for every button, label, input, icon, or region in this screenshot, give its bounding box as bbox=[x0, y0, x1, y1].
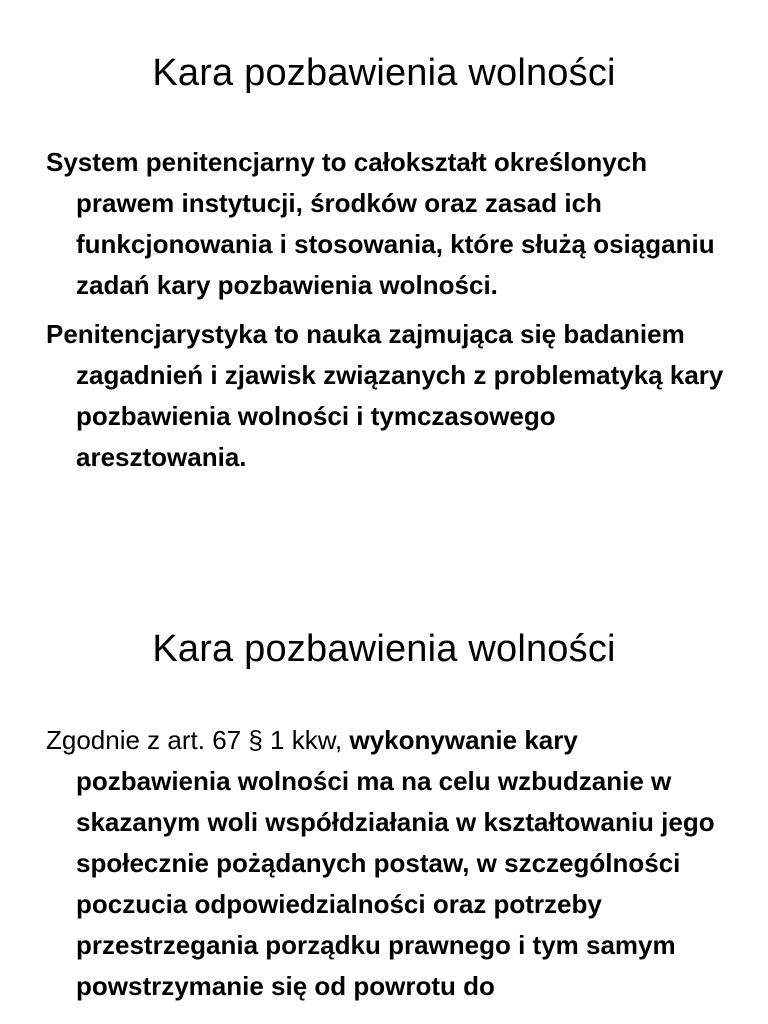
slide-body bbox=[46, 142, 728, 486]
legal-citation: Zgodnie z art. 67 § 1 kkw, bbox=[46, 725, 350, 755]
slide-2 bbox=[0, 600, 768, 1024]
emphasized-text: wykonywanie kary pozbawienia wolności ma na celu wzbudzanie w skazanym woli współdziałania w kształtowaniu jego społecznie pożądanych postaw, w szczególności poczucia odpowiedzialności oraz potrzeby przestrzegania porządku prawnego i tym samym powstrzymanie się od powrotu do bbox=[76, 725, 715, 1001]
paragraph-art-67 bbox=[46, 720, 728, 1007]
slide-body bbox=[46, 720, 728, 1015]
slide-title: Kara pozbawienia wolności bbox=[152, 52, 616, 94]
slide-title: Kara pozbawienia wolności bbox=[152, 628, 616, 670]
paragraph-system-penitencjarny: System penitencjarny to całokształt określonych prawem instytucji, środków oraz zasad ich funkcjonowania i stosowania, które służą osiąganiu zadań kary pozbawienia wolności. bbox=[46, 147, 715, 300]
paragraph-penitencjarystyka: Penitencjarystyka to nauka zajmująca się badaniem zagadnień i zjawisk związanych z problematyką kary pozbawienia wolności i tymczasowego aresztowania. bbox=[46, 319, 724, 472]
